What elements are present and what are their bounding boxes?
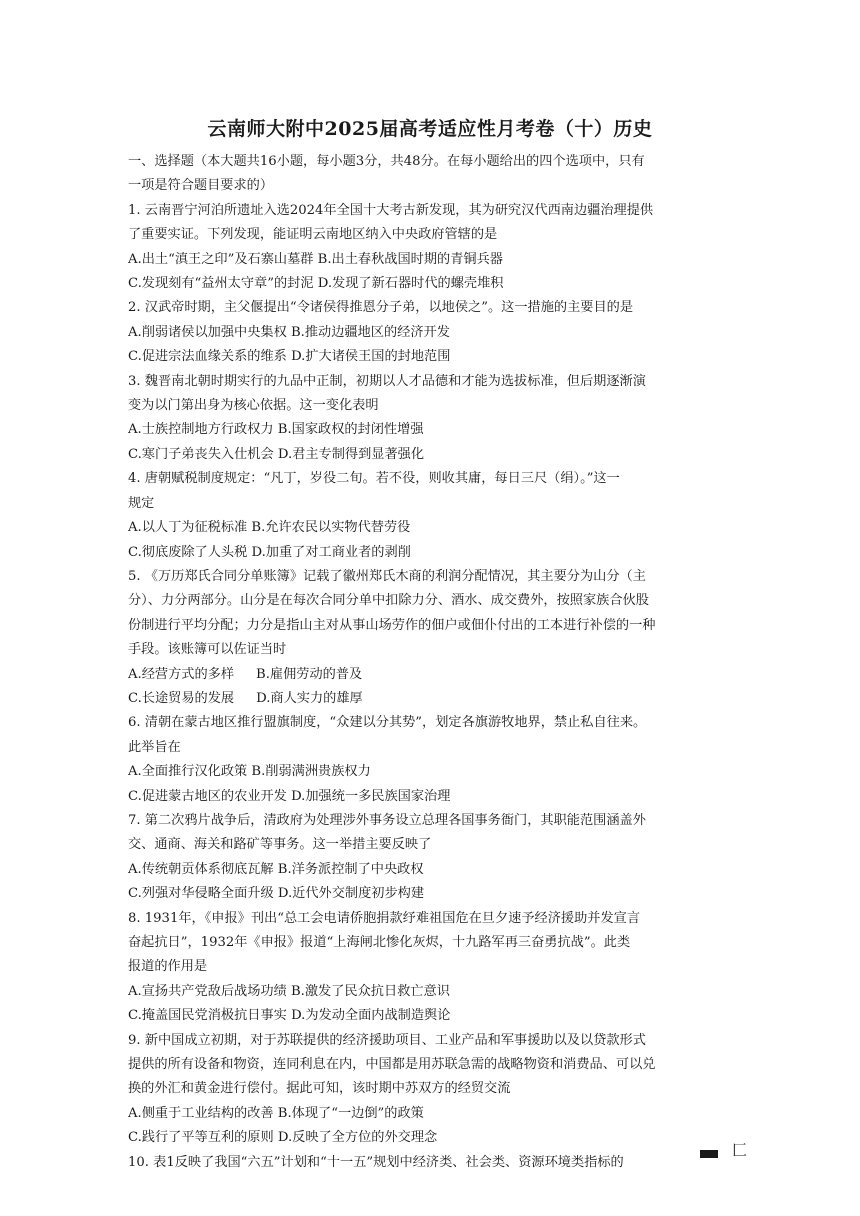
option-line: C.寒门子弟丧失入仕机会 D.君主专制得到显著强化	[128, 446, 425, 462]
option-line	[128, 663, 734, 687]
option-line: A.宣扬共产党敌后战场功绩 B.激发了民众抗日救亡意识	[128, 983, 450, 999]
option-line: C.发现刻有“益州太守章”的封泥 D.发现了新石器时代的螺壳堆积	[128, 276, 504, 292]
text-line: 分）、力分两部分。山分是在每次合同分单中扣除力分、酒水、成交费外，按照家族合伙股	[128, 593, 649, 609]
option-line: C.促进蒙古地区的农业开发 D.加强统一多民族国家治理	[128, 788, 451, 804]
option-line: C.促进宗法血缘关系的维系 D.扩大诸侯王国的封地范围	[128, 349, 451, 365]
text-line: 此举旨在	[128, 739, 181, 755]
question-8: 8. 1931年，《申报》刊出“总工会电请侨胞捐款纾难祖国危在旦夕速予经济援助并发宣言	[128, 910, 641, 926]
text-line: 手段。该账簿可以佐证当时	[128, 642, 287, 658]
question-4: 4. 唐朝赋税制度规定：“凡丁，岁役二旬。若不役，则收其庸，每日三尺（绢）。”这一	[128, 471, 620, 487]
option-line: C.彻底废除了人头税 D.加重了对工商业者的剥削	[128, 544, 411, 560]
text-line: 提供的所有设备和物资，连同利息在内，中国都是用苏联急需的战略物资和消费品、可以兑	[128, 1057, 656, 1073]
question-6: 6. 清朝在蒙古地区推行盟旗制度，“众建以分其势”，划定各旗游牧地界，禁止私自往来。	[128, 715, 647, 731]
option-line: A.侧重于工业结构的改善 B.体现了“一边倒”的政策	[128, 1105, 424, 1121]
option-line: C.列强对华侵略全面升级 D.近代外交制度初步构建	[128, 886, 425, 902]
option-line	[128, 687, 734, 711]
option-line: C.掩盖国民党消极抗日事实 D.为发动全面内战制造舆论	[128, 1008, 451, 1024]
option-c: C.长途贸易的发展	[128, 690, 235, 706]
text-line: 交、通商、海关和路矿等事务。这一举措主要反映了	[128, 837, 432, 853]
question-9: 9. 新中国成立初期，对于苏联提供的经济援助项目、工业产品和军事援助以及以贷款形式	[128, 1032, 646, 1048]
question-3: 3. 魏晋南北朝时期实行的九品中正制，初期以人才品德和才能为选拔标准，但后期逐渐演	[128, 373, 646, 389]
text-line: 变为以门第出身为核心依据。这一变化表明	[128, 398, 379, 414]
option-line: A.士族控制地方行政权力 B.国家政权的封闭性增强	[128, 422, 424, 438]
question-1: 1. 云南晋宁河泊所遗址入选2024年全国十大考古新发现，其为研究汉代西南边疆治理提供	[128, 202, 654, 218]
option-line: C.践行了平等互利的原则 D.反映了全方位的外交理念	[128, 1130, 438, 1146]
footer-glyph: 匚	[732, 1141, 748, 1159]
page-title: 云南师大附中2025届高考适应性月考卷（十）历史	[207, 118, 653, 140]
text-line: 报道的作用是	[128, 959, 208, 975]
text-line: 一项是符合题目要求的）	[128, 178, 274, 194]
question-2: 2. 汉武帝时期，主父偃提出“令诸侯得推恩分子弟，以地侯之”。这一措施的主要目的是	[128, 300, 634, 316]
option-line: A.全面推行汉化政策 B.削弱满洲贵族权力	[128, 764, 371, 780]
question-10: 10. 表1反映了我国“六五”计划和“十一五”规划中经济类、社会类、资源环境类指标的	[128, 1154, 624, 1170]
exam-content	[128, 150, 734, 1175]
text-line: 份制进行平均分配；力分是指山主对从事山场劳作的佃户或佃仆付出的工本进行补偿的一种	[128, 617, 656, 633]
text-line: 换的外汇和黄金进行偿付。据此可知，该时期中苏双方的经贸交流	[128, 1081, 511, 1097]
text-line: 规定	[128, 495, 155, 511]
question-5: 5. 《万历郑氏合同分单账簿》记载了徽州郑氏木商的利润分配情况，其主要分为山分（主	[128, 568, 646, 584]
text-line: 一、选择题（本大题共16小题，每小题3分，共48分。在每小题给出的四个选项中，只有	[128, 154, 645, 169]
option-line: A.以人丁为征税标准 B.允许农民以实物代替劳役	[128, 520, 411, 536]
text-line: 了重要实证。下列发现，能证明云南地区纳入中央政府管辖的是	[128, 227, 498, 243]
option-line: A.传统朝贡体系彻底瓦解 B.洋务派控制了中央政权	[128, 861, 424, 877]
text-line: 奋起抗日”，1932年《申报》报道“上海闸北惨化灰烬，十九路军再三奋勇抗战”。此类	[128, 935, 631, 950]
footer-block-mark	[700, 1150, 718, 1158]
question-7: 7. 第二次鸦片战争后，清政府为处理涉外事务设立总理各国事务衙门，其职能范围涵盖外	[128, 812, 646, 828]
option-line: A.出土“滇王之印”及石寨山墓群 B.出土春秋战国时期的青铜兵器	[128, 251, 503, 267]
option-a: A.经营方式的多样	[128, 666, 235, 682]
option-d: D.商人实力的雄厚	[256, 690, 363, 706]
option-b: B.雇佣劳动的普及	[256, 666, 363, 682]
option-line: A.削弱诸侯以加强中央集权 B.推动边疆地区的经济开发	[128, 324, 450, 340]
